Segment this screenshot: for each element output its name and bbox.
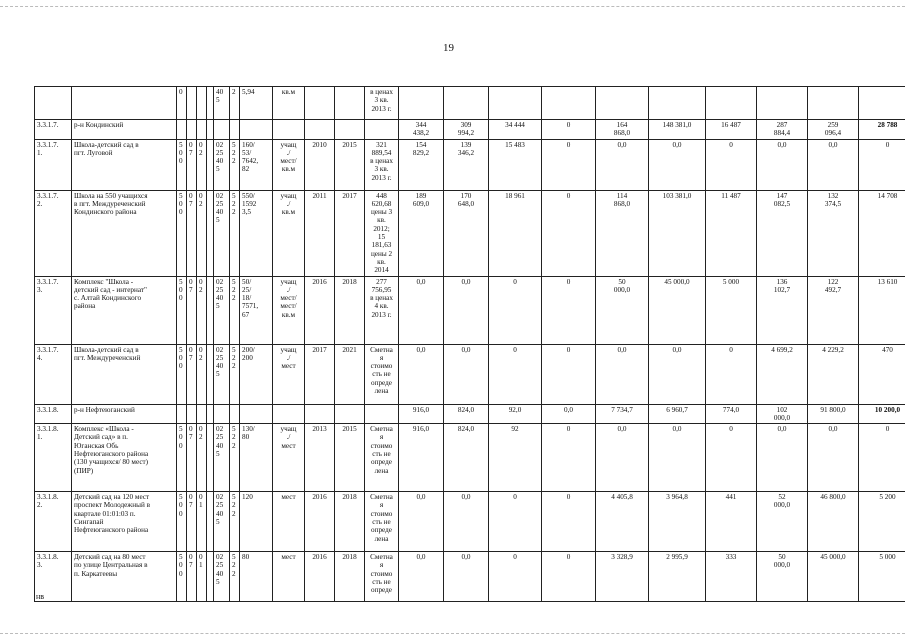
total-2014: 916,0 — [399, 404, 444, 424]
other-2014: 0,0 — [542, 404, 596, 424]
other-2014 — [542, 87, 596, 120]
local-2015: 0 — [706, 139, 757, 190]
total-2014: 0,0 — [399, 276, 444, 344]
local-2014: 92 — [489, 424, 542, 492]
unit: кв.м — [273, 87, 305, 120]
total-2014: 154 829,2 — [399, 139, 444, 190]
regional-2014: 0,0 — [444, 552, 489, 602]
start-year — [305, 120, 335, 140]
estimated-cost: в ценах 3 кв. 2013 г. — [365, 87, 399, 120]
capacity: 120 — [240, 492, 273, 552]
local-2016: 5 000 — [859, 552, 905, 602]
total-2014: 189 609,0 — [399, 190, 444, 276]
local-2014 — [489, 87, 542, 120]
regional-2016: 46 800,0 — [808, 492, 859, 552]
capacity: 130/ 80 — [240, 424, 273, 492]
local-2016: 28 788 — [859, 120, 905, 140]
row-code: 3.3.1.8. 1. — [35, 424, 72, 492]
code-b — [187, 87, 197, 120]
capacity: 5,94 — [240, 87, 273, 120]
unit: мест — [273, 492, 305, 552]
code-f: 5 2 2 — [230, 492, 240, 552]
start-year: 2011 — [305, 190, 335, 276]
regional-2016: 0,0 — [808, 139, 859, 190]
start-year: 2016 — [305, 276, 335, 344]
total-2014: 0,0 — [399, 492, 444, 552]
local-2015: 333 — [706, 552, 757, 602]
end-year: 2015 — [335, 424, 365, 492]
total-2016 — [757, 87, 808, 120]
local-2014: 34 444 — [489, 120, 542, 140]
local-2016 — [859, 87, 905, 120]
regional-2014: 139 346,2 — [444, 139, 489, 190]
estimated-cost: Сметна я стоимо сть не опреде — [365, 552, 399, 602]
table-row — [35, 87, 905, 120]
code-f: 5 2 2 — [230, 139, 240, 190]
code-b: 0 7 — [187, 344, 197, 404]
table-row — [35, 424, 905, 492]
regional-2015: 2 995,9 — [649, 552, 706, 602]
total-2016: 4 699,2 — [757, 344, 808, 404]
local-2015: 441 — [706, 492, 757, 552]
code-b: 0 7 — [187, 276, 197, 344]
code-a: 5 0 0 — [177, 190, 187, 276]
local-2014: 0 — [489, 492, 542, 552]
row-code: 3.3.1.7. — [35, 120, 72, 140]
total-2015: 3 328,9 — [596, 552, 649, 602]
local-2016: 0 — [859, 424, 905, 492]
code-a: 5 0 0 — [177, 139, 187, 190]
end-year — [335, 87, 365, 120]
capacity: 50/ 25/ 18/ 7571, 67 — [240, 276, 273, 344]
unit: учащ ./ мест — [273, 424, 305, 492]
regional-2014: 0,0 — [444, 344, 489, 404]
code-c: 0 2 — [197, 344, 207, 404]
local-2015: 0 — [706, 344, 757, 404]
code-e: 02 25 40 5 — [214, 190, 230, 276]
total-2014: 0,0 — [399, 552, 444, 602]
code-e — [214, 120, 230, 140]
code-e: 02 25 40 5 — [214, 424, 230, 492]
regional-2016: 122 492,7 — [808, 276, 859, 344]
code-f: 5 2 2 — [230, 344, 240, 404]
object-name: Комплекс "Школа - детский сад - интернат" с. Алтай Кондинского района — [72, 276, 177, 344]
code-a: 5 0 0 — [177, 344, 187, 404]
total-2014: 0,0 — [399, 344, 444, 404]
total-2015: 114 868,0 — [596, 190, 649, 276]
code-c: 0 2 — [197, 276, 207, 344]
regional-2016: 91 800,0 — [808, 404, 859, 424]
object-name: Школа-детский сад в пгт. Междуреченский — [72, 344, 177, 404]
code-a: 5 0 0 — [177, 492, 187, 552]
code-e: 02 25 40 5 — [214, 344, 230, 404]
scan-bottom-edge — [0, 633, 905, 634]
total-2016: 0,0 — [757, 139, 808, 190]
code-c: 0 1 — [197, 492, 207, 552]
total-2015: 0,0 — [596, 344, 649, 404]
table-row — [35, 276, 905, 344]
regional-2015: 6 960,7 — [649, 404, 706, 424]
regional-2014: 309 994,2 — [444, 120, 489, 140]
total-2014: 916,0 — [399, 424, 444, 492]
end-year — [335, 404, 365, 424]
start-year: 2017 — [305, 344, 335, 404]
total-2016: 147 082,5 — [757, 190, 808, 276]
row-code: 3.3.1.8. 2. — [35, 492, 72, 552]
regional-2014: 824,0 — [444, 424, 489, 492]
regional-2016: 259 096,4 — [808, 120, 859, 140]
code-f — [230, 404, 240, 424]
end-year: 2021 — [335, 344, 365, 404]
local-2014: 92,0 — [489, 404, 542, 424]
total-2016: 0,0 — [757, 424, 808, 492]
code-c: 0 2 — [197, 139, 207, 190]
regional-2014: 170 648,0 — [444, 190, 489, 276]
table-row — [35, 344, 905, 404]
other-2014: 0 — [542, 552, 596, 602]
row-code: 3.3.1.8. — [35, 404, 72, 424]
regional-2015: 0,0 — [649, 424, 706, 492]
other-2014: 0 — [542, 120, 596, 140]
code-b — [187, 120, 197, 140]
other-2014: 0 — [542, 139, 596, 190]
start-year — [305, 87, 335, 120]
code-c — [197, 120, 207, 140]
local-2016: 10 200,0 — [859, 404, 905, 424]
start-year: 2013 — [305, 424, 335, 492]
estimated-cost — [365, 120, 399, 140]
total-2015: 7 734,7 — [596, 404, 649, 424]
other-2014: 0 — [542, 190, 596, 276]
table-row — [35, 120, 905, 140]
object-name: Детский сад на 120 мест проспект Молодежный в квартале 01:01:03 п. Сингапай Нефтеюганского района — [72, 492, 177, 552]
code-c: 0 1 — [197, 552, 207, 602]
total-2015: 0,0 — [596, 139, 649, 190]
end-year: 2018 — [335, 492, 365, 552]
estimated-cost: 277 756,95 в ценах 4 кв. 2013 г. — [365, 276, 399, 344]
code-e: 02 25 40 5 — [214, 276, 230, 344]
code-e: 02 25 40 5 — [214, 552, 230, 602]
local-2015: 774,0 — [706, 404, 757, 424]
regional-2016: 45 000,0 — [808, 552, 859, 602]
local-2015 — [706, 87, 757, 120]
regional-2015: 148 381,0 — [649, 120, 706, 140]
code-f: 5 2 2 — [230, 424, 240, 492]
code-a: 5 0 0 — [177, 424, 187, 492]
row-code: 3.3.1.7. 4. — [35, 344, 72, 404]
code-a: 5 0 0 — [177, 552, 187, 602]
code-d — [207, 344, 214, 404]
end-year: 2018 — [335, 276, 365, 344]
capacity — [240, 404, 273, 424]
regional-2016: 4 229,2 — [808, 344, 859, 404]
estimated-cost: Сметна я стоимо сть не опреде лена — [365, 424, 399, 492]
end-year: 2017 — [335, 190, 365, 276]
local-2014: 15 483 — [489, 139, 542, 190]
unit: учащ ./ мест — [273, 344, 305, 404]
capacity: 550/ 1592 3,5 — [240, 190, 273, 276]
code-d — [207, 139, 214, 190]
object-name: Детский сад на 80 мест по улице Центральная в п. Каркатеевы — [72, 552, 177, 602]
code-d — [207, 276, 214, 344]
regional-2015: 0,0 — [649, 344, 706, 404]
code-c — [197, 404, 207, 424]
total-2015: 164 868,0 — [596, 120, 649, 140]
start-year: 2016 — [305, 552, 335, 602]
capacity: 160/ 53/ 7642, 82 — [240, 139, 273, 190]
row-code — [35, 87, 72, 120]
code-d — [207, 87, 214, 120]
regional-2015 — [649, 87, 706, 120]
estimated-cost — [365, 404, 399, 424]
total-2016: 50 000,0 — [757, 552, 808, 602]
other-2014: 0 — [542, 492, 596, 552]
estimated-cost: 321 889,54 в ценах 3 кв. 2013 г. — [365, 139, 399, 190]
code-a: 5 0 0 — [177, 276, 187, 344]
regional-2015: 3 964,8 — [649, 492, 706, 552]
end-year: 2015 — [335, 139, 365, 190]
regional-2016: 132 374,5 — [808, 190, 859, 276]
code-d — [207, 120, 214, 140]
local-2016: 470 — [859, 344, 905, 404]
total-2016: 287 884,4 — [757, 120, 808, 140]
estimated-cost: 448 620,68 цены 3 кв. 2012; 15 181,63 цены 2 кв. 2014 — [365, 190, 399, 276]
local-2016: 14 708 — [859, 190, 905, 276]
bottom-mark: нв — [36, 592, 45, 601]
code-f: 5 2 2 — [230, 552, 240, 602]
estimated-cost: Сметна я стоимо сть не опреде лена — [365, 344, 399, 404]
regional-2016: 0,0 — [808, 424, 859, 492]
table-row — [35, 190, 905, 276]
total-2016: 52 000,0 — [757, 492, 808, 552]
code-d — [207, 190, 214, 276]
code-c — [197, 87, 207, 120]
regional-2015: 0,0 — [649, 139, 706, 190]
code-b — [187, 404, 197, 424]
end-year: 2018 — [335, 552, 365, 602]
start-year: 2010 — [305, 139, 335, 190]
regional-2015: 45 000,0 — [649, 276, 706, 344]
other-2014: 0 — [542, 276, 596, 344]
code-c: 0 2 — [197, 424, 207, 492]
object-name: Школа-детский сад в пгт. Луговой — [72, 139, 177, 190]
row-code: 3.3.1.7. 1. — [35, 139, 72, 190]
local-2014: 18 961 — [489, 190, 542, 276]
unit: учащ ./ кв.м — [273, 190, 305, 276]
regional-2014: 824,0 — [444, 404, 489, 424]
start-year — [305, 404, 335, 424]
code-e: 02 25 40 5 — [214, 139, 230, 190]
code-d — [207, 552, 214, 602]
unit: учащ ./ мест/ мест/ кв.м — [273, 276, 305, 344]
regional-2014 — [444, 87, 489, 120]
capacity: 200/ 200 — [240, 344, 273, 404]
unit — [273, 120, 305, 140]
total-2016: 102 000,0 — [757, 404, 808, 424]
code-f: 5 2 2 — [230, 190, 240, 276]
regional-2015: 103 381,0 — [649, 190, 706, 276]
local-2014: 0 — [489, 552, 542, 602]
capacity: 80 — [240, 552, 273, 602]
local-2015: 0 — [706, 424, 757, 492]
code-d — [207, 404, 214, 424]
code-b: 0 7 — [187, 139, 197, 190]
code-b: 0 7 — [187, 492, 197, 552]
total-2015 — [596, 87, 649, 120]
code-d — [207, 492, 214, 552]
total-2015: 0,0 — [596, 424, 649, 492]
table-row — [35, 404, 905, 424]
regional-2014: 0,0 — [444, 492, 489, 552]
object-name: Школа на 550 учащихся в пгт. Междуреченский Кондинского района — [72, 190, 177, 276]
total-2015: 4 405,8 — [596, 492, 649, 552]
other-2014: 0 — [542, 424, 596, 492]
local-2016: 0 — [859, 139, 905, 190]
object-name: р-н Кондинский — [72, 120, 177, 140]
budget-table — [34, 86, 905, 602]
local-2015: 5 000 — [706, 276, 757, 344]
code-b: 0 7 — [187, 424, 197, 492]
local-2014: 0 — [489, 344, 542, 404]
code-d — [207, 424, 214, 492]
capacity — [240, 120, 273, 140]
object-name: Комплекс «Школа - Детский сад» в п. Юганская Обь Нефтеюганского района (130 учащихся/ 80 мест) (ПИР) — [72, 424, 177, 492]
unit: мест — [273, 552, 305, 602]
total-2015: 50 000,0 — [596, 276, 649, 344]
regional-2014: 0,0 — [444, 276, 489, 344]
code-e: 40 5 — [214, 87, 230, 120]
local-2015: 11 487 — [706, 190, 757, 276]
code-a — [177, 120, 187, 140]
object-name — [72, 87, 177, 120]
code-e: 02 25 40 5 — [214, 492, 230, 552]
total-2016: 136 102,7 — [757, 276, 808, 344]
code-a: 0 — [177, 87, 187, 120]
code-f: 2 — [230, 87, 240, 120]
code-f — [230, 120, 240, 140]
total-2014: 344 438,2 — [399, 120, 444, 140]
object-name: р-н Нефтеюганский — [72, 404, 177, 424]
table-row — [35, 552, 905, 602]
unit — [273, 404, 305, 424]
start-year: 2016 — [305, 492, 335, 552]
row-code: 3.3.1.8. 3. — [35, 552, 72, 602]
row-code: 3.3.1.7. 2. — [35, 190, 72, 276]
code-a — [177, 404, 187, 424]
code-c: 0 2 — [197, 190, 207, 276]
page-number: 19 — [443, 42, 454, 54]
table-row — [35, 139, 905, 190]
unit: учащ ./ мест/ кв.м — [273, 139, 305, 190]
local-2014: 0 — [489, 276, 542, 344]
scan-top-edge — [0, 6, 905, 7]
row-code: 3.3.1.7. 3. — [35, 276, 72, 344]
code-e — [214, 404, 230, 424]
total-2014 — [399, 87, 444, 120]
code-b: 0 7 — [187, 552, 197, 602]
estimated-cost: Сметна я стоимо сть не опреде лена — [365, 492, 399, 552]
code-b: 0 7 — [187, 190, 197, 276]
end-year — [335, 120, 365, 140]
other-2014: 0 — [542, 344, 596, 404]
table-row — [35, 492, 905, 552]
local-2016: 13 610 — [859, 276, 905, 344]
regional-2016 — [808, 87, 859, 120]
code-f: 5 2 2 — [230, 276, 240, 344]
local-2016: 5 200 — [859, 492, 905, 552]
local-2015: 16 487 — [706, 120, 757, 140]
